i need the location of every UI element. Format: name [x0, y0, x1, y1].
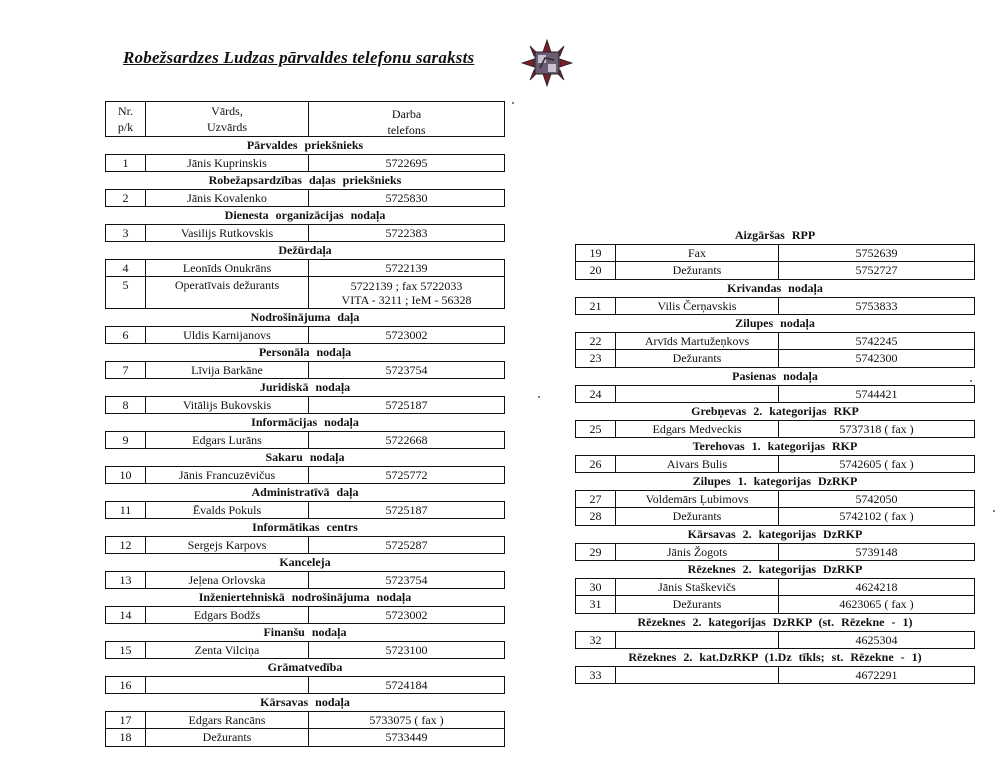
scan-speck: [970, 380, 972, 382]
table-row: [575, 262, 975, 280]
row-name: [616, 667, 779, 683]
section-heading: Grebņevas 2. kategorijas RKP: [691, 404, 859, 418]
row-phone: 4672291: [855, 668, 898, 682]
table-row: [105, 711, 505, 729]
table-row: [575, 490, 975, 508]
row-name: Vitālijs Bukovskis: [146, 397, 309, 413]
row-number: 17: [106, 712, 146, 728]
table-row: [575, 578, 975, 596]
row-number: 9: [106, 432, 146, 448]
section-block: [105, 554, 505, 589]
row-phone: 5742050: [855, 492, 898, 506]
row-name: Fax: [616, 245, 779, 261]
row-name: Edgars Bodžs: [146, 607, 309, 623]
table-row: [105, 431, 505, 449]
row-number: 2: [106, 190, 146, 206]
row-number: 3: [106, 225, 146, 241]
left-sections: [105, 137, 505, 747]
row-phone: 5742102 ( fax ): [839, 509, 914, 523]
table-row: [575, 297, 975, 315]
section-heading: Informācijas nodaļa: [251, 415, 359, 429]
row-number: 30: [576, 579, 616, 595]
row-name: Aivars Bulis: [616, 456, 779, 472]
section-block: [105, 484, 505, 519]
section-heading: Zilupes 1. kategorijas DzRKP: [692, 474, 858, 488]
section-heading: Finanšu nodaļa: [263, 625, 347, 639]
row-name: Arvīds Martužeņkovs: [616, 333, 779, 349]
row-phone: 5744421: [855, 387, 898, 401]
scan-speck: [512, 102, 514, 104]
row-name: Jeļena Orlovska: [146, 572, 309, 588]
section-heading: Rēzeknes 2. kategorijas DzRKP (st. Rēzekne - 1): [637, 615, 913, 629]
table-header: [105, 101, 505, 137]
row-number: 27: [576, 491, 616, 507]
table-row: [575, 631, 975, 649]
section-heading: Robežapsardzības daļas priekšnieks: [208, 173, 402, 187]
section-heading: Pasienas nodaļa: [732, 369, 818, 383]
section-heading: Sakaru nodaļa: [265, 450, 345, 464]
row-phone: 5752727: [855, 263, 898, 277]
row-name: Edgars Medveckis: [616, 421, 779, 437]
table-row: [105, 729, 505, 747]
row-number: 4: [106, 260, 146, 276]
row-phone: 5724184: [385, 678, 428, 692]
row-number: 23: [576, 350, 616, 367]
row-number: 22: [576, 333, 616, 349]
row-phone: 5742605 ( fax ): [839, 457, 914, 471]
row-phone-line: VITA - 3211 ; IeM - 56328: [341, 292, 472, 307]
row-name: Uldis Karnijanovs: [146, 327, 309, 343]
table-row: [105, 676, 505, 694]
table-row: [575, 543, 975, 561]
section-block: [105, 589, 505, 624]
table-row: [575, 350, 975, 368]
row-phone: 5733075 ( fax ): [369, 713, 444, 727]
header-name-1: Vārds,: [211, 104, 243, 118]
row-number: 19: [576, 245, 616, 261]
row-number: 10: [106, 467, 146, 483]
section-heading: Aizgāršas RPP: [734, 228, 816, 242]
row-name: Edgars Lurāns: [146, 432, 309, 448]
section-heading: Administratīvā daļa: [251, 485, 359, 499]
row-number: 11: [106, 502, 146, 518]
row-phone: 5722695: [385, 156, 428, 170]
row-phone: 4624218: [855, 580, 898, 594]
section-block: [575, 368, 975, 403]
row-phone-line: 5722139 ; fax 5722033: [350, 278, 463, 293]
section-block: [575, 280, 975, 315]
row-number: 26: [576, 456, 616, 472]
row-name: Voldemārs Ļubimovs: [616, 491, 779, 507]
section-block: [575, 649, 975, 684]
row-number: 6: [106, 327, 146, 343]
section-block: [575, 473, 975, 526]
row-name: Zenta Vilciņa: [146, 642, 309, 658]
row-phone: 5752639: [855, 246, 898, 260]
right-sections: [575, 227, 975, 684]
row-name: Vasilijs Rutkovskis: [146, 225, 309, 241]
section-heading: Nodrošinājuma daļa: [250, 310, 360, 324]
row-name: Dežurants: [616, 508, 779, 525]
section-block: [105, 242, 505, 309]
row-name: Dežurants: [616, 262, 779, 279]
section-block: [105, 694, 505, 747]
row-name: Leonīds Onukrāns: [146, 260, 309, 276]
row-phone: 5733449: [385, 730, 428, 744]
row-number: 15: [106, 642, 146, 658]
row-name: Edgars Rancāns: [146, 712, 309, 728]
section-block: [575, 614, 975, 649]
table-row: [105, 224, 505, 242]
scan-speck: [538, 396, 540, 398]
row-number: 7: [106, 362, 146, 378]
row-number: 12: [106, 537, 146, 553]
section-block: [575, 315, 975, 368]
section-heading: Kanceleja: [279, 555, 331, 569]
section-heading: Rēzeknes 2. kategorijas DzRKP: [687, 562, 863, 576]
table-row: [575, 385, 975, 403]
row-name: [616, 632, 779, 648]
table-row: [105, 326, 505, 344]
table-row: [575, 455, 975, 473]
table-row: [105, 501, 505, 519]
table-row: [575, 244, 975, 262]
table-row: [105, 259, 505, 277]
row-phone: 5742245: [855, 334, 898, 348]
header-name-2: Uzvārds: [207, 120, 247, 134]
section-block: [575, 227, 975, 280]
row-phone: 4625304: [855, 633, 898, 647]
row-name: Līvija Barkāne: [146, 362, 309, 378]
row-phone: 4623065 ( fax ): [839, 597, 914, 611]
row-name: Vilis Čerņavskis: [616, 298, 779, 314]
row-number: 13: [106, 572, 146, 588]
row-name: Ēvalds Pokuls: [146, 502, 309, 518]
table-row: [575, 332, 975, 350]
section-heading: Terehovas 1. kategorijas RKP: [692, 439, 858, 453]
table-row: [105, 571, 505, 589]
table-row: [105, 189, 505, 207]
row-number: 18: [106, 729, 146, 746]
row-name: Dežurants: [616, 596, 779, 613]
section-block: [105, 137, 505, 172]
row-phone: 5725830: [385, 191, 428, 205]
section-heading: Kārsavas nodaļa: [260, 695, 350, 709]
table-row: [105, 536, 505, 554]
section-block: [105, 172, 505, 207]
section-block: [575, 561, 975, 614]
row-number: 33: [576, 667, 616, 683]
row-number: 5: [106, 277, 146, 308]
row-name: Dežurants: [146, 729, 309, 746]
section-heading: Dienesta organizācijas nodaļa: [224, 208, 386, 222]
section-block: [105, 344, 505, 379]
table-row: [575, 596, 975, 614]
section-block: [105, 309, 505, 344]
table-row: [105, 154, 505, 172]
row-name: Jānis Francuzēvičus: [146, 467, 309, 483]
row-phone: 5722668: [385, 433, 428, 447]
section-block: [575, 438, 975, 473]
row-number: 20: [576, 262, 616, 279]
row-number: 32: [576, 632, 616, 648]
row-phone: 5725187: [385, 503, 428, 517]
row-number: 29: [576, 544, 616, 560]
section-block: [105, 449, 505, 484]
row-phone: 5725187: [385, 398, 428, 412]
phone-list-left: [105, 101, 505, 747]
section-heading: Juridiskā nodaļa: [259, 380, 351, 394]
row-number: 21: [576, 298, 616, 314]
section-heading: Kārsavas 2. kategorijas DzRKP: [687, 527, 863, 541]
row-phone: 5725772: [385, 468, 428, 482]
row-name: Jānis Žogots: [616, 544, 779, 560]
section-heading: Personāla nodaļa: [258, 345, 352, 359]
row-number: 31: [576, 596, 616, 613]
section-block: [105, 624, 505, 659]
row-phone: 5737318 ( fax ): [839, 422, 914, 436]
table-row: [105, 641, 505, 659]
section-heading: Rēzeknes 2. kat.DzRKP (1.Dz tīkls; st. Rēzekne - 1): [628, 650, 922, 664]
section-heading: Zilupes nodaļa: [735, 316, 815, 330]
section-block: [575, 526, 975, 561]
row-number: 14: [106, 607, 146, 623]
section-heading: Informātikas centrs: [252, 520, 358, 534]
header-phone-1: Darba: [391, 107, 422, 121]
row-number: 25: [576, 421, 616, 437]
row-phone: 5723002: [385, 608, 428, 622]
table-row: [105, 466, 505, 484]
border-guard-emblem-icon: [520, 38, 574, 88]
row-name: [146, 677, 309, 693]
row-name: Jānis Kovalenko: [146, 190, 309, 206]
section-block: [105, 207, 505, 242]
section-heading: Krivandas nodaļa: [727, 281, 823, 295]
table-row: [575, 508, 975, 526]
row-name: Jānis Kuprinskis: [146, 155, 309, 171]
row-phone: 5722383: [385, 226, 428, 240]
row-phone: 5739148: [855, 545, 898, 559]
row-number: 8: [106, 397, 146, 413]
row-name: [616, 386, 779, 402]
table-row: [575, 666, 975, 684]
table-row: [105, 606, 505, 624]
row-phone: 5725287: [385, 538, 428, 552]
section-heading: Grāmatvedība: [267, 660, 343, 674]
phone-list-right: [575, 227, 975, 684]
row-number: 24: [576, 386, 616, 402]
section-block: [105, 519, 505, 554]
header-num-2: p/k: [117, 120, 134, 134]
row-phone: 5723754: [385, 573, 428, 587]
row-name: Dežurants: [616, 350, 779, 367]
row-phone: [309, 277, 504, 308]
section-heading: Inženiertehniskā nodrošinājuma nodaļa: [198, 590, 412, 604]
scan-speck: [993, 510, 995, 512]
row-number: 28: [576, 508, 616, 525]
section-heading: Pārvaldes priekšnieks: [246, 138, 364, 152]
section-block: [575, 403, 975, 438]
page-title: Robežsardzes Ludzas pārvaldes telefonu saraksts: [123, 48, 475, 67]
section-block: [105, 379, 505, 414]
section-block: [105, 659, 505, 694]
row-number: 1: [106, 155, 146, 171]
row-name: Operatīvais dežurants: [146, 277, 309, 308]
row-phone: 5723754: [385, 363, 428, 377]
row-phone: 5742300: [855, 351, 898, 365]
header-num-1: Nr.: [118, 104, 133, 118]
row-name: Sergejs Karpovs: [146, 537, 309, 553]
row-number: 16: [106, 677, 146, 693]
table-row: [105, 396, 505, 414]
section-heading: Dežūrdaļa: [278, 243, 332, 257]
row-phone: 5723100: [385, 643, 428, 657]
row-phone: 5753833: [855, 299, 898, 313]
header-phone-2: telefons: [387, 123, 426, 137]
row-phone: 5722139: [385, 261, 428, 275]
row-phone: 5723002: [385, 328, 428, 342]
section-block: [105, 414, 505, 449]
table-row: [575, 420, 975, 438]
row-name: Jānis Staškevičs: [616, 579, 779, 595]
table-row: [105, 277, 505, 309]
table-row: [105, 361, 505, 379]
